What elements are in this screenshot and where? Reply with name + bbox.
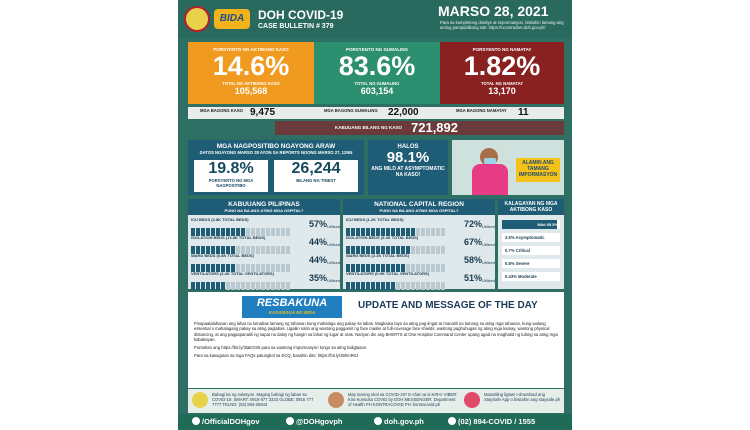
bed-row bbox=[346, 217, 496, 233]
bed-icon bbox=[371, 282, 375, 290]
bed-row-percent: 67% bbox=[464, 237, 483, 247]
kira-avatar-icon bbox=[328, 392, 344, 408]
bed-bars bbox=[191, 223, 291, 231]
ncr-beds-panel bbox=[343, 199, 495, 289]
card-sublabel: TOTAL NG GUMALING bbox=[354, 81, 400, 86]
bed-row-label: ISOLATION BEDS (3.4K TOTAL BEDS) bbox=[346, 235, 419, 240]
bed-icon bbox=[356, 282, 360, 290]
positivity-box bbox=[188, 140, 364, 195]
resbakuna-logo bbox=[242, 296, 342, 318]
positivity-rate-card bbox=[194, 160, 268, 192]
bed-row bbox=[191, 235, 341, 251]
positivity-rate-label: PORSYENTO NG MGA NAGPOSITIBO bbox=[208, 178, 254, 188]
bed-bars bbox=[191, 259, 291, 267]
bed-icon bbox=[281, 282, 285, 290]
footer-hotlines: Bahagi ka ng solusyon. Maging bahagi ng laban sa COVID-19. SMART: 0919 977 3333 GLOBE: 0915 777 7777 TELNO: (02) 894-26843 bbox=[212, 392, 314, 407]
bed-icon bbox=[216, 282, 220, 290]
card-percent: 1.82% bbox=[463, 51, 541, 81]
new-deaths-value: 11 bbox=[518, 107, 529, 118]
bulletin-date: MARSO 28, 2021 bbox=[438, 3, 549, 19]
severity-item: 0.8% Severe bbox=[502, 259, 560, 268]
bed-icon bbox=[386, 282, 390, 290]
bed-row-util: Utilized bbox=[482, 278, 496, 283]
panel-header bbox=[188, 199, 340, 215]
bed-row bbox=[191, 253, 341, 269]
bed-icon bbox=[391, 282, 395, 290]
card-label: PORSYENTO NG GUMALING bbox=[346, 47, 408, 52]
hotline-number: (02) 894-COVID / 1555 bbox=[458, 417, 536, 426]
bed-row-label: ISOLATION BEDS (13.8K TOTAL BEDS) bbox=[191, 235, 266, 240]
bed-row-util: Utilized bbox=[327, 260, 341, 265]
bed-icon bbox=[196, 282, 200, 290]
card-total: 603,154 bbox=[360, 86, 394, 96]
bed-icon bbox=[201, 282, 205, 290]
panel-title: KABUUANG PILIPINAS bbox=[228, 201, 300, 208]
facebook-icon bbox=[192, 417, 200, 425]
panel-header bbox=[343, 199, 495, 215]
halos-top: HALOS bbox=[397, 144, 419, 150]
bed-row-percent: 51% bbox=[464, 273, 483, 283]
bed-icon bbox=[381, 282, 385, 290]
bed-row-percent: 35% bbox=[309, 273, 328, 283]
bed-icon bbox=[191, 282, 195, 290]
bed-icon bbox=[206, 282, 210, 290]
bed-row-percent: 72% bbox=[464, 219, 483, 229]
bed-row-percent: 57% bbox=[309, 219, 328, 229]
card-percent: 83.6% bbox=[338, 51, 416, 81]
bed-icon bbox=[231, 282, 235, 290]
bed-icon bbox=[346, 282, 350, 290]
update-paragraph: Pinapaalalahanan ang lahat na lumabas lamang ng tahanan kung mahalaga ang pakay sa labas. Magkaisa tayo sa ating pag-iingat at manatili na lamang sa ating mga tahanan, kung walang essential o mahalagang pakay sa ating paglabas. Ugaliin natin ang wastong paggamit ng face masks at full-coverage face shields, wastong paghuhugas ng ating mga kamay, wastong physical distancing, at ang pagpapanatili ng sapat na daloy ng hangin sa lahat ng lugar at oras. Nariyan din ang BHERTS at One Hospital Command Center upang agad na maghatid ng tulong sa ating mga kababayan. bbox=[194, 321, 558, 342]
alamin-badge: ALAMIN ANG TAMANG IMPORMASYON bbox=[516, 158, 560, 182]
new-recoveries-value: 22,000 bbox=[388, 107, 419, 118]
card-label: PORSYENTO NG AKTIBONG KASO bbox=[213, 47, 289, 52]
active-cases-card bbox=[188, 42, 314, 104]
bed-row-label: VENTILATORS (0.9K TOTAL VENTILATORS) bbox=[346, 271, 430, 276]
website-link[interactable] bbox=[374, 417, 424, 426]
footer-staysafe: Manatiling ligtas! I-download ang StaySafe App o bisitahin ang staysafe.ph bbox=[484, 392, 561, 402]
staysafe-icon bbox=[464, 392, 480, 408]
tested-count: 26,244 bbox=[291, 160, 341, 177]
bed-icon bbox=[351, 282, 355, 290]
update-body bbox=[194, 321, 558, 362]
bed-row bbox=[191, 271, 341, 287]
severity-title: KALAGAYAN NG MGA AKTIBONG KASO bbox=[498, 199, 564, 215]
deaths-card bbox=[440, 42, 564, 104]
person-body-icon bbox=[472, 164, 508, 195]
bed-row-percent: 58% bbox=[464, 255, 483, 265]
bed-icon bbox=[271, 282, 275, 290]
bed-bars bbox=[191, 241, 291, 249]
bed-icon bbox=[261, 282, 265, 290]
bed-icon bbox=[251, 282, 255, 290]
bida-logo: BIDA bbox=[214, 9, 250, 29]
bed-icon bbox=[411, 282, 415, 290]
mascot-illustration bbox=[452, 140, 564, 195]
doh-seal-icon bbox=[192, 392, 208, 408]
bed-icon bbox=[246, 282, 250, 290]
bed-bars bbox=[346, 223, 446, 231]
bed-icon bbox=[396, 282, 400, 290]
bed-row-percent: 44% bbox=[309, 237, 328, 247]
mild-bar bbox=[502, 220, 560, 229]
bed-icon bbox=[421, 282, 425, 290]
positivity-rate: 19.8% bbox=[208, 160, 254, 177]
footer-kira: May tanong ukol sa COVID-19? E-chat na si KIRA! VIBER: Kira Konsulta COVID by DOH MESSENGER: Department of Health PH KONTRACOVID PH: kontracovid.ph bbox=[348, 392, 458, 407]
new-deaths-label: MGA BAGONG NAMATAY bbox=[456, 108, 507, 113]
bed-icon bbox=[361, 282, 365, 290]
update-link-paragraph[interactable]: Puntahan ang https://bit.ly/3laEGS5 para sa wastong impormasyon tungo sa ating kaligtasan. bbox=[194, 345, 368, 351]
globe-icon bbox=[374, 417, 382, 425]
severity-item: 0.43% Moderate bbox=[502, 272, 560, 281]
hotline-link[interactable] bbox=[448, 417, 535, 426]
bed-row-util: Utilized bbox=[327, 224, 341, 229]
card-total: 13,170 bbox=[488, 86, 516, 96]
tested-label: BILANG NG TINEST bbox=[296, 178, 336, 183]
bed-icon bbox=[426, 282, 430, 290]
card-total: 105,568 bbox=[234, 86, 268, 96]
ph-beds-panel bbox=[188, 199, 340, 289]
bed-icon bbox=[276, 282, 280, 290]
bed-icon bbox=[211, 282, 215, 290]
covid-bulletin-poster bbox=[178, 0, 572, 430]
new-cases-value: 9,475 bbox=[250, 107, 276, 118]
bed-icon bbox=[436, 282, 440, 290]
bed-bars bbox=[346, 241, 446, 249]
bed-row-label: WARD BEDS (6.8K TOTAL BEDS) bbox=[191, 253, 254, 258]
phone-icon bbox=[448, 417, 456, 425]
bed-row-util: Utilized bbox=[327, 242, 341, 247]
bed-row-util: Utilized bbox=[327, 278, 341, 283]
bed-icon bbox=[256, 282, 260, 290]
tested-card bbox=[274, 160, 358, 192]
bed-bars bbox=[191, 277, 291, 285]
twitter-handle: @DOHgovph bbox=[296, 417, 343, 426]
new-recoveries-label: MGA BAGONG GUMALING bbox=[324, 108, 378, 113]
faq-link-paragraph[interactable]: Para sa kasagutan sa mga FAQs patungkol sa ECQ, basahin dito: https://bit.ly/39hmR0J bbox=[194, 353, 359, 359]
bed-icon bbox=[286, 282, 290, 290]
severity-panel bbox=[498, 199, 564, 289]
update-section bbox=[188, 292, 564, 388]
card-percent: 14.6% bbox=[212, 51, 290, 81]
twitter-icon bbox=[286, 417, 294, 425]
bed-icon bbox=[226, 282, 230, 290]
total-cases-value: 721,892 bbox=[411, 120, 458, 135]
total-cases-label: KABUUANG BILANG NG KASO bbox=[335, 125, 402, 130]
bulletin-note: Para sa kumpletong detalye at impormasyon, bisitahin lamang ang aming pampublikong site: https://ncovtracker.doh.gov.ph/ bbox=[440, 20, 564, 30]
bed-icon bbox=[406, 282, 410, 290]
mild-percent: 98.1% bbox=[386, 149, 430, 166]
bed-icon bbox=[401, 282, 405, 290]
total-cases-bar bbox=[275, 121, 564, 135]
mild-label: Mild 95.5% bbox=[537, 222, 558, 227]
bed-row-util: Utilized bbox=[482, 242, 496, 247]
bed-icon bbox=[221, 282, 225, 290]
panel-subtitle: PUNO NA BA ANG ATING MGA OSPITAL? bbox=[224, 208, 304, 213]
bed-icon bbox=[376, 282, 380, 290]
new-cases-label: MGA BAGONG KASO bbox=[200, 108, 243, 113]
twitter-link[interactable] bbox=[286, 417, 342, 426]
bed-row bbox=[191, 217, 341, 233]
bed-row bbox=[346, 253, 496, 269]
card-sublabel: TOTAL NG NAMATAY bbox=[480, 81, 524, 86]
resbakuna-main: RESBAKUNA bbox=[256, 297, 328, 309]
bed-icon bbox=[236, 282, 240, 290]
new-counts-row bbox=[188, 107, 564, 119]
panel-title: NATIONAL CAPITAL REGION bbox=[374, 201, 464, 208]
bed-row-util: Utilized bbox=[482, 260, 496, 265]
facebook-handle: /OfficialDOHgov bbox=[202, 417, 260, 426]
severity-item: 0.7% Critical bbox=[502, 246, 560, 255]
bed-row-label: WARD BEDS (2.2K TOTAL BEDS) bbox=[346, 253, 409, 258]
bed-icon bbox=[416, 282, 420, 290]
mild-cases-box bbox=[368, 140, 448, 195]
positivity-subtitle: DATOS NGAYONG MARSO 28 AYON SA REPORTS NOONG MARSO 27, 12NN bbox=[199, 150, 353, 155]
bed-icon bbox=[241, 282, 245, 290]
recovered-card bbox=[314, 42, 440, 104]
panel-subtitle: PUNO NA BA ANG ATING MGA OSPITAL? bbox=[379, 208, 459, 213]
bed-row-label: ICU BEDS (3.8K TOTAL BEDS) bbox=[191, 217, 249, 222]
bed-row-percent: 44% bbox=[309, 255, 328, 265]
card-sublabel: TOTAL NG AKTIBONG KASO bbox=[222, 81, 280, 86]
bed-bars bbox=[346, 259, 446, 267]
bed-icon bbox=[366, 282, 370, 290]
bed-row bbox=[346, 235, 496, 251]
bed-row-util: Utilized bbox=[482, 224, 496, 229]
bed-row-label: VENTILATORS (2.4K TOTAL VENTILATORS) bbox=[191, 271, 275, 276]
bed-icon bbox=[431, 282, 435, 290]
bed-icon bbox=[441, 282, 445, 290]
positivity-title: MGA NAGPOSITIBO NGAYONG ARAW bbox=[216, 143, 336, 150]
resbakuna-sub: KASANGGA NG BIDA bbox=[268, 310, 316, 315]
website-url: doh.gov.ph bbox=[384, 417, 424, 426]
footer-disclaimer: MAKIPAGSABAYAN SA AMING MGA PAHINA PARA SA KUMPLETONG IMPORMASYON bbox=[192, 410, 333, 414]
social-bar bbox=[178, 414, 572, 430]
bulletin-title: DOH COVID-19 bbox=[258, 8, 344, 22]
bed-icon bbox=[266, 282, 270, 290]
doh-seal-icon bbox=[184, 6, 210, 32]
facebook-link[interactable] bbox=[192, 417, 260, 426]
bulletin-number: CASE BULLETIN # 379 bbox=[258, 23, 334, 30]
severity-item: 2.5% Asymptomatic bbox=[502, 233, 560, 242]
bulletin-header bbox=[178, 0, 572, 38]
update-title: UPDATE AND MESSAGE OF THE DAY bbox=[358, 300, 538, 311]
bed-bars bbox=[346, 277, 446, 285]
bed-row bbox=[346, 271, 496, 287]
bed-row-label: ICU BEDS (1.2K TOTAL BEDS) bbox=[346, 217, 404, 222]
card-label: PORSYENTO NG NAMATAY bbox=[472, 47, 532, 52]
halos-bottom: ANG MILD AT ASYMPTOMATIC NA KASO! bbox=[371, 166, 445, 178]
